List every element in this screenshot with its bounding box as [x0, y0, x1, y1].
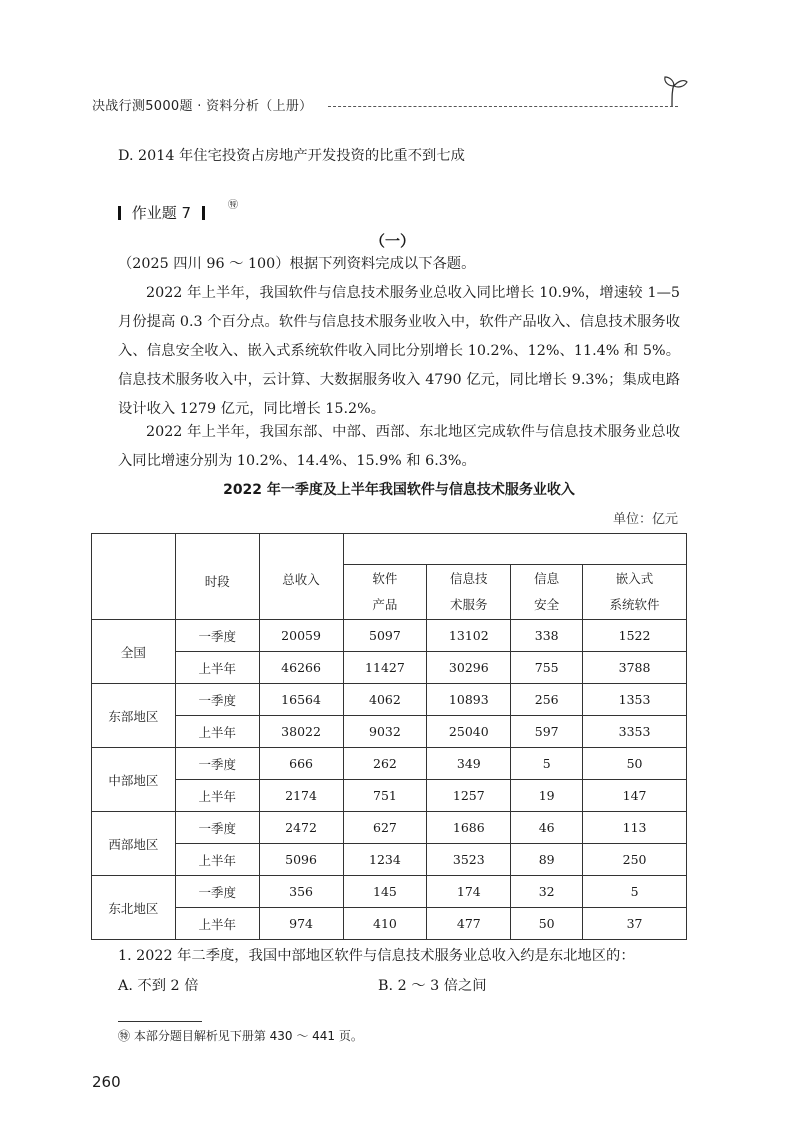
- software-cell: 9032: [343, 716, 427, 748]
- header-embedded-line1: 嵌入式: [615, 571, 654, 586]
- software-cell: 11427: [343, 652, 427, 684]
- software-cell: 1234: [343, 844, 427, 876]
- period-cell: 一季度: [175, 748, 259, 780]
- total-cell: 666: [259, 748, 343, 780]
- total-cell: 356: [259, 876, 343, 908]
- region-cell: 全国: [92, 620, 176, 684]
- page-number: 260: [92, 1073, 121, 1091]
- embedded-cell: 5: [583, 876, 687, 908]
- total-cell: 5096: [259, 844, 343, 876]
- embedded-cell: 113: [583, 812, 687, 844]
- security-cell: 50: [511, 908, 583, 940]
- period-cell: 上半年: [175, 780, 259, 812]
- total-cell: 974: [259, 908, 343, 940]
- header-security: [511, 565, 583, 620]
- period-cell: 一季度: [175, 876, 259, 908]
- header-embedded: [583, 565, 687, 620]
- table-row: [92, 844, 687, 876]
- period-cell: 一季度: [175, 684, 259, 716]
- security-cell: 89: [511, 844, 583, 876]
- security-cell: 755: [511, 652, 583, 684]
- material-paragraph-2: 2022 年上半年，我国东部、中部、西部、东北地区完成软件与信息技术服务业总收入同比增速分别为 10.2%、14.4%、15.9% 和 6.3%。: [118, 424, 680, 469]
- footnote-marker: ㊕: [228, 200, 238, 211]
- total-cell: 38022: [259, 716, 343, 748]
- software-cell: 751: [343, 780, 427, 812]
- table-title: 2022 年一季度及上半年我国软件与信息技术服务业收入: [223, 482, 575, 498]
- header-security-line1: 信息: [534, 571, 560, 586]
- header-software: [343, 565, 427, 620]
- region-cell: 东部地区: [92, 684, 176, 748]
- embedded-cell: 1522: [583, 620, 687, 652]
- total-cell: 20059: [259, 620, 343, 652]
- running-header: 决战行测5000题 · 资料分析（上册）: [92, 99, 313, 114]
- table-row: [92, 812, 687, 844]
- security-cell: 5: [511, 748, 583, 780]
- table-row: [92, 748, 687, 780]
- table-row: [92, 716, 687, 748]
- footnote: ㊕ 本部分题目解析见下册第 430 ～ 441 页。: [118, 1029, 363, 1043]
- table-row: [92, 876, 687, 908]
- total-cell: 46266: [259, 652, 343, 684]
- region-cell: 中部地区: [92, 748, 176, 812]
- period-cell: 上半年: [175, 844, 259, 876]
- it-cell: 1686: [427, 812, 511, 844]
- it-cell: 3523: [427, 844, 511, 876]
- previous-question-option-d: D. 2014 年住宅投资占房地产开发投资的比重不到七成: [118, 148, 465, 164]
- exercise-label: 作业题 7: [131, 204, 192, 222]
- security-cell: 597: [511, 716, 583, 748]
- header-divider: [328, 106, 678, 107]
- question-stem: 1. 2022 年二季度，我国中部地区软件与信息技术服务业总收入约是东北地区的：: [118, 948, 635, 964]
- table-row: [92, 620, 687, 652]
- sprout-icon: [660, 74, 690, 108]
- embedded-cell: 250: [583, 844, 687, 876]
- header-period: 时段: [175, 534, 259, 620]
- it-cell: 30296: [427, 652, 511, 684]
- total-cell: 2472: [259, 812, 343, 844]
- period-cell: 上半年: [175, 716, 259, 748]
- header-corner-cell: [92, 534, 176, 620]
- software-cell: 5097: [343, 620, 427, 652]
- it-cell: 349: [427, 748, 511, 780]
- table-row: [92, 684, 687, 716]
- period-cell: 上半年: [175, 908, 259, 940]
- table-row: [92, 780, 687, 812]
- total-cell: 16564: [259, 684, 343, 716]
- embedded-cell: 147: [583, 780, 687, 812]
- header-total: 总收入: [259, 534, 343, 620]
- region-cell: 东北地区: [92, 876, 176, 940]
- option-a[interactable]: A. 不到 2 倍: [118, 978, 199, 994]
- header-it-line1: 信息技: [450, 571, 488, 586]
- security-cell: 46: [511, 812, 583, 844]
- embedded-cell: 1353: [583, 684, 687, 716]
- it-cell: 1257: [427, 780, 511, 812]
- software-cell: 627: [343, 812, 427, 844]
- table-row: [92, 908, 687, 940]
- it-cell: 13102: [427, 620, 511, 652]
- header-it-service: [427, 565, 511, 620]
- it-cell: 174: [427, 876, 511, 908]
- revenue-table: [91, 533, 687, 940]
- header-security-line2: 安全: [534, 597, 560, 612]
- it-cell: 10893: [427, 684, 511, 716]
- material-paragraph-1: 2022 年上半年，我国软件与信息技术服务业总收入同比增长 10.9%，增速较 1—5 月份提高 0.3 个百分点。软件与信息技术服务业收入中，软件产品收入、信息技术服务收入、信息安全收入、嵌入式系统软件收入同比分别增长 10.2%、12%、11.4% 和 5%。信息技术服务收入中，云计算、大数据服务收入 4790 亿元，同比增长 9.3%；集成电路设计收入 1279 亿元，同比增长 15.2%。: [118, 285, 680, 417]
- embedded-cell: 50: [583, 748, 687, 780]
- it-cell: 477: [427, 908, 511, 940]
- period-cell: 一季度: [175, 812, 259, 844]
- security-cell: 32: [511, 876, 583, 908]
- option-b[interactable]: B. 2 ～ 3 倍之间: [378, 978, 487, 994]
- it-cell: 25040: [427, 716, 511, 748]
- table-row: [92, 652, 687, 684]
- security-cell: 19: [511, 780, 583, 812]
- exercise-header: [118, 202, 205, 223]
- section-title: （一）: [370, 232, 416, 250]
- region-cell: 西部地区: [92, 812, 176, 876]
- software-cell: 145: [343, 876, 427, 908]
- software-cell: 410: [343, 908, 427, 940]
- period-cell: 上半年: [175, 652, 259, 684]
- security-cell: 256: [511, 684, 583, 716]
- header-it-line2: 术服务: [450, 597, 488, 612]
- embedded-cell: 37: [583, 908, 687, 940]
- software-cell: 4062: [343, 684, 427, 716]
- intro-paragraph: （2025 四川 96 ～ 100）根据下列资料完成以下各题。: [118, 256, 476, 272]
- total-cell: 2174: [259, 780, 343, 812]
- period-cell: 一季度: [175, 620, 259, 652]
- header-software-line1: 软件: [372, 571, 398, 586]
- embedded-cell: 3788: [583, 652, 687, 684]
- unit-label: 单位：亿元: [612, 512, 678, 527]
- header-embedded-line2: 系统软件: [609, 597, 660, 612]
- header-breakdown-span: [343, 534, 687, 565]
- header-bar-right: [202, 206, 205, 220]
- embedded-cell: 3353: [583, 716, 687, 748]
- footnote-divider: [118, 1021, 202, 1022]
- header-bar-left: [118, 206, 121, 220]
- header-software-line2: 产品: [372, 597, 398, 612]
- security-cell: 338: [511, 620, 583, 652]
- software-cell: 262: [343, 748, 427, 780]
